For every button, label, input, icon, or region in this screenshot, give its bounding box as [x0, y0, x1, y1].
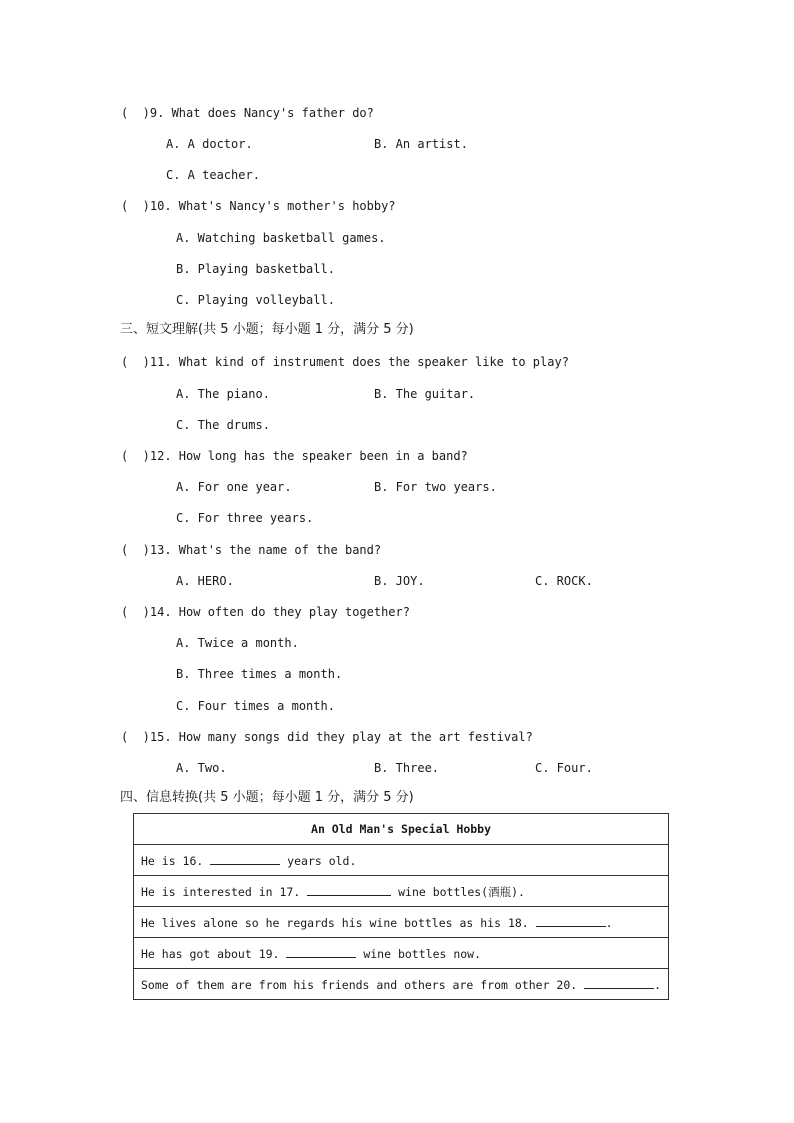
- table-cell: [134, 969, 669, 1000]
- table-cell: [134, 876, 669, 907]
- question-14-option-a: A. Twice a month.: [176, 636, 299, 650]
- section-3-heading: 三、短文理解(共 5 小题；每小题 1 分，满分 5 分): [120, 322, 414, 337]
- table-row: [134, 907, 669, 938]
- question-9-option-a: A. A doctor.: [166, 137, 253, 151]
- question-15-option-c: C. Four.: [535, 761, 593, 775]
- table-row: [134, 814, 669, 845]
- question-13-option-b: B. JOY.: [374, 574, 425, 588]
- cell-text: years old.: [280, 854, 357, 868]
- cell-text: He has got about 19.: [141, 947, 287, 961]
- question-11-option-c: C. The drums.: [176, 418, 270, 432]
- question-14-stem: ( )14. How often do they play together?: [121, 605, 410, 619]
- question-12-stem: ( )12. How long has the speaker been in a band?: [121, 449, 468, 463]
- table-row: [134, 876, 669, 907]
- question-9-stem: ( )9. What does Nancy's father do?: [121, 106, 374, 120]
- question-11-option-b: B. The guitar.: [374, 387, 476, 401]
- question-10-option-a: A. Watching basketball games.: [176, 231, 386, 245]
- question-12-option-a: A. For one year.: [176, 480, 292, 494]
- question-9-option-c: C. A teacher.: [166, 168, 260, 182]
- question-13-option-c: C. ROCK.: [535, 574, 593, 588]
- answer-blank-16[interactable]: [210, 852, 280, 865]
- answer-blank-17[interactable]: [307, 883, 391, 896]
- cell-text: .: [654, 978, 662, 992]
- question-10-option-c: C. Playing volleyball.: [176, 293, 335, 307]
- question-15-option-b: B. Three.: [374, 761, 440, 775]
- cell-text: He lives alone so he regards his wine bottles as his 18.: [141, 916, 536, 930]
- question-13-stem: ( )13. What's the name of the band?: [121, 543, 382, 557]
- cell-text: He is 16.: [141, 854, 211, 868]
- answer-blank-18[interactable]: [536, 914, 606, 927]
- question-15-stem: ( )15. How many songs did they play at the art festival?: [121, 730, 533, 744]
- table-row: [134, 969, 669, 1000]
- question-12-option-c: C. For three years.: [176, 511, 314, 525]
- question-9-option-b: B. An artist.: [374, 137, 468, 151]
- cell-text: .: [605, 916, 613, 930]
- question-11-stem: ( )11. What kind of instrument does the speaker like to play?: [121, 355, 569, 369]
- cell-text: wine bottles now.: [356, 947, 482, 961]
- question-10-stem: ( )10. What's Nancy's mother's hobby?: [121, 199, 396, 213]
- question-14-option-b: B. Three times a month.: [176, 667, 343, 681]
- table-row: [134, 938, 669, 969]
- answer-blank-19[interactable]: [286, 945, 356, 958]
- question-15-option-a: A. Two.: [176, 761, 227, 775]
- section-4-heading: 四、信息转换(共 5 小题；每小题 1 分，满分 5 分): [120, 790, 414, 805]
- table-cell: [134, 938, 669, 969]
- question-10-option-b: B. Playing basketball.: [176, 262, 335, 276]
- cell-text: Some of them are from his friends and others are from other 20.: [141, 978, 585, 992]
- cell-text: wine bottles(酒瓶).: [391, 884, 525, 899]
- question-11-option-a: A. The piano.: [176, 387, 270, 401]
- table-title: An Old Man's Special Hobby: [134, 814, 669, 845]
- question-12-option-b: B. For two years.: [374, 480, 497, 494]
- question-13-option-a: A. HERO.: [176, 574, 234, 588]
- table-cell: [134, 907, 669, 938]
- answer-blank-20[interactable]: [584, 976, 654, 989]
- question-14-option-c: C. Four times a month.: [176, 699, 335, 713]
- info-table: [133, 813, 669, 1000]
- cell-text: He is interested in 17.: [141, 884, 308, 899]
- table-row: [134, 845, 669, 876]
- table-cell: [134, 845, 669, 876]
